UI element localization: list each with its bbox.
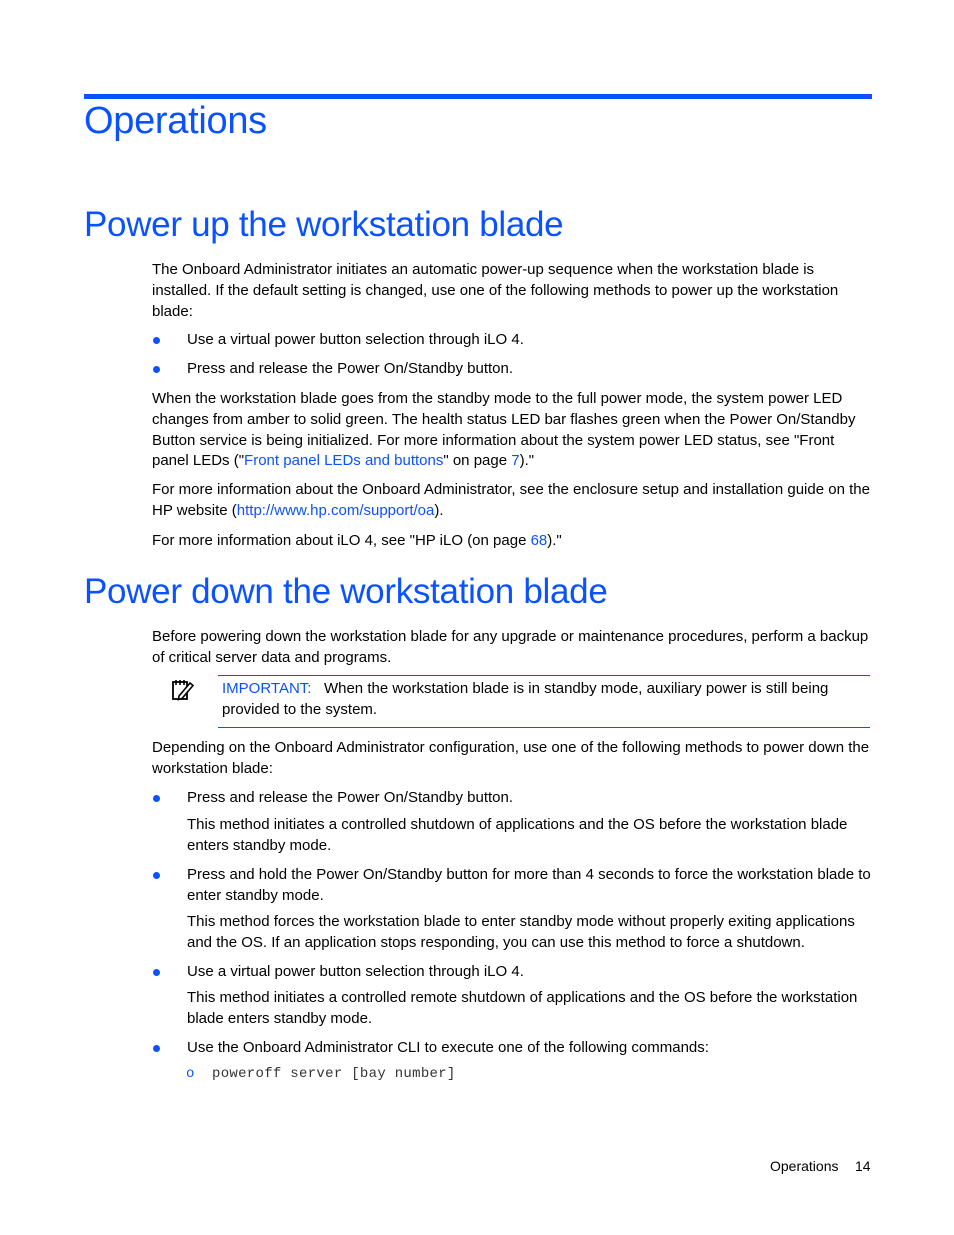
important-note [222, 679, 862, 721]
power-down-methods-intro: Depending on the Onboard Administrator configuration, use one of the following methods to power down the workstation blade: [152, 739, 870, 777]
power-down-method-detail: This method forces the workstation blade to enter standby mode without properly exiting applications and the OS. If an application stops responding, you can use this method to force a shutdown. [187, 913, 855, 951]
power-down-method: Use a virtual power button selection through iLO 4. [187, 963, 524, 980]
footer-page-number: 14 [855, 1158, 871, 1174]
power-up-intro: The Onboard Administrator initiates an automatic power-up sequence when the workstation blade is installed. If the default setting is changed, use one of the following methods to power up the workstation blade: [152, 261, 839, 320]
page-7-link[interactable]: 7 [511, 452, 520, 470]
hp-support-oa-link[interactable]: http://www.hp.com/support/oa [236, 501, 435, 519]
power-up-bullet: Press and release the Power On/Standby button. [187, 360, 514, 377]
front-panel-leds-link[interactable]: Front panel LEDs and buttons [244, 452, 444, 470]
power-led-text: When the workstation blade goes from the standby mode to the full power mode, the system power LED changes from amber to solid green. The health status LED bar flashes green when the Power On/Standby Button service is being initialized. For more information about the system power LED status, see "Front panel LEDs (" [152, 390, 856, 470]
important-note-icon [171, 678, 195, 702]
power-down-intro: Before powering down the workstation blade for any upgrade or maintenance procedures, perform a backup of critical server data and programs. [152, 628, 869, 666]
sub-bullet-marker: o [186, 1066, 195, 1082]
section-heading-power-down: Power down the workstation blade [84, 572, 608, 611]
bullet-icon [153, 1045, 160, 1052]
ilo-paragraph [152, 531, 872, 552]
power-led-paragraph [152, 389, 872, 472]
power-down-method-detail: This method initiates a controlled shutdown of applications and the OS before the workstation blade enters standby mode. [187, 816, 848, 854]
power-led-text-end: )." [519, 452, 535, 470]
ilo-text: For more information about iLO 4, see "HP iLO (on page [152, 532, 531, 549]
onboard-admin-paragraph [152, 480, 872, 522]
power-down-method-detail: This method initiates a controlled remote shutdown of applications and the OS before the workstation blade enters standby mode. [187, 989, 858, 1027]
power-down-method: Use the Onboard Administrator CLI to execute one of the following commands: [187, 1039, 709, 1056]
bullet-icon [153, 337, 160, 344]
important-text: When the workstation blade is in standby mode, auxiliary power is still being provided to the system. [222, 680, 829, 718]
bullet-icon [153, 366, 160, 373]
footer-section: Operations [770, 1158, 839, 1174]
onboard-admin-text-end: ). [434, 501, 444, 519]
onboard-admin-text: For more information about the Onboard Administrator, see the enclosure setup and installation guide on the HP website ( [152, 481, 870, 519]
chapter-title: Operations [84, 100, 267, 142]
bullet-icon [153, 795, 160, 802]
bullet-icon [153, 969, 160, 976]
chapter-rule [84, 94, 872, 99]
power-down-method: Press and release the Power On/Standby button. [187, 789, 514, 806]
ilo-text-end: )." [547, 532, 562, 549]
power-down-method: Press and hold the Power On/Standby button for more than 4 seconds to force the workstation blade to enter standby mode. [187, 866, 871, 904]
power-up-bullet: Use a virtual power button selection through iLO 4. [187, 331, 524, 348]
poweroff-command: poweroff server [bay number] [212, 1066, 456, 1082]
important-label: IMPORTANT: [222, 680, 312, 697]
bullet-icon [153, 872, 160, 879]
section-heading-power-up: Power up the workstation blade [84, 205, 564, 244]
power-led-text-mid: " on page [443, 452, 512, 470]
page-68-link[interactable]: 68 [530, 532, 548, 549]
